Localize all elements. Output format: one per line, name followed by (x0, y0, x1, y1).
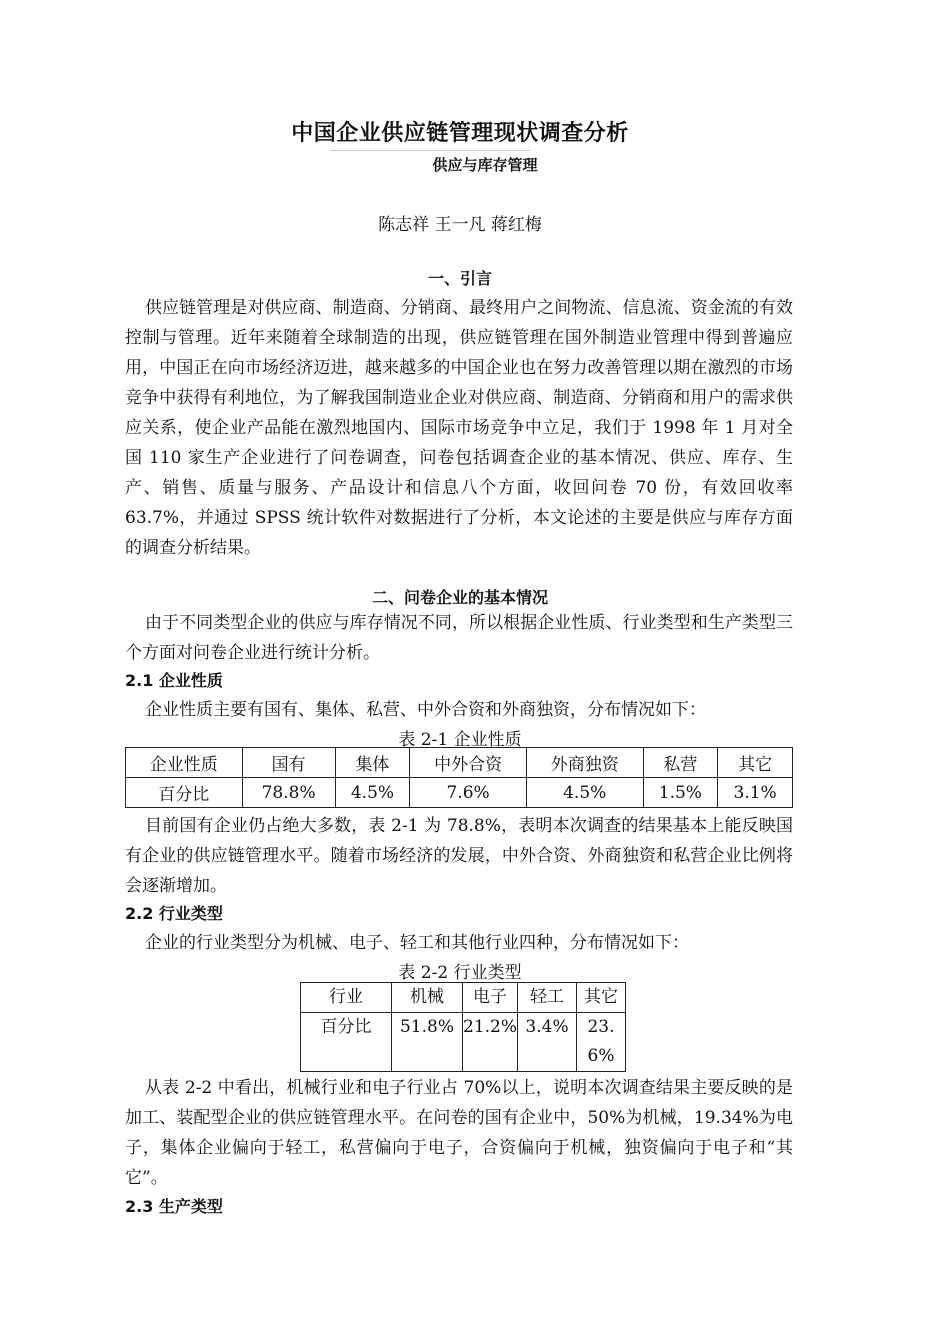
paragraph-intro: 供应链管理是对供应商、制造商、分销商、最终用户之间物流、信息流、资金流的有效控制与管理。近年来随着全球制造的出现，供应链管理在国外制造业管理中得到普遍应用，中国正在向市场经济迈进，越来越多的中国企业也在努力改善管理以期在激烈的市场竞争中获得有利地位，为了解我国制造业企业对供应商、制造商、分销商和用户的需求供应关系，使企业产品能在激烈地国内、国际市场竞争中立足，我们于 1998 年 1 月对全国 110 家生产企业进行了问卷调查，问卷包括调查企业的基本情况、供应、库存、生产、销售、质量与服务、产品设计和信息八个方面，收回问卷 70 份，有效回收率 63.7%，并通过 SPSS 统计软件对数据进行了分析，本文论述的主要是供应与库存方面的调查分析结果。 (125, 298, 793, 558)
table-cell: 机械 (392, 983, 463, 1013)
table-cell: 百分比 (126, 778, 243, 808)
table-cell: 企业性质 (126, 748, 243, 778)
table-cell: 23.6% (577, 1013, 626, 1072)
paragraph-2-2: 企业的行业类型分为机械、电子、轻工和其他行业四种，分布情况如下： (145, 933, 689, 953)
table-cell: 3.4% (518, 1013, 577, 1072)
table-header-row (301, 983, 626, 1013)
table-row (126, 778, 793, 808)
table-industry-type (300, 982, 626, 1072)
table-cell: 电子 (463, 983, 518, 1013)
table-cell: 中外合资 (410, 748, 527, 778)
table-row (301, 1013, 626, 1072)
title-divider (330, 150, 530, 151)
table-cell: 3.1% (718, 778, 793, 808)
section-heading-basic: 二、问卷企业的基本情况 (371, 588, 548, 607)
table-cell: 其它 (577, 983, 626, 1013)
section-heading-intro: 一、引言 (427, 269, 492, 288)
table-cell: 78.8% (242, 778, 335, 808)
paragraph-basic: 由于不同类型企业的供应与库存情况不同，所以根据企业性质、行业类型和生产类型三个方面对问卷企业进行统计分析。 (125, 613, 793, 663)
authors: 陈志祥 王一凡 蒋红梅 (378, 215, 542, 235)
table-cell: 国有 (242, 748, 335, 778)
paragraph-2-1-analysis: 目前国有企业仍占绝大多数，表 2-1 为 78.8%，表明本次调查的结果基本上能反映国有企业的供应链管理水平。随着市场经济的发展，中外合资、外商独资和私营企业比例将会逐渐增加。 (125, 816, 793, 896)
table-cell: 1.5% (643, 778, 718, 808)
table-cell: 4.5% (526, 778, 643, 808)
table-cell: 百分比 (301, 1013, 392, 1072)
table-cell: 4.5% (335, 778, 410, 808)
subsection-heading-2-3: 2.3 生产类型 (125, 1197, 223, 1216)
table-enterprise-nature (125, 747, 793, 808)
table-caption-2-1: 表 2-1 企业性质 (398, 730, 522, 750)
subsection-heading-2-1: 2.1 企业性质 (125, 671, 223, 690)
table-cell: 其它 (718, 748, 793, 778)
document-subtitle: 供应与库存管理 (432, 156, 538, 174)
table-cell: 21.2% (463, 1013, 518, 1072)
table-cell: 私营 (643, 748, 718, 778)
subsection-heading-2-2: 2.2 行业类型 (125, 904, 223, 923)
table-header-row (126, 748, 793, 778)
table-cell: 集体 (335, 748, 410, 778)
paragraph-2-1: 企业性质主要有国有、集体、私营、中外合资和外商独资，分布情况如下： (145, 700, 706, 720)
table-caption-2-2: 表 2-2 行业类型 (398, 963, 522, 983)
table-cell: 外商独资 (526, 748, 643, 778)
table-cell: 7.6% (410, 778, 527, 808)
document-title: 中国企业供应链管理现状调查分析 (291, 121, 629, 146)
table-cell: 行业 (301, 983, 392, 1013)
table-cell: 51.8% (392, 1013, 463, 1072)
paragraph-2-2-analysis: 从表 2-2 中看出，机械行业和电子行业占 70%以上，说明本次调查结果主要反映的是加工、装配型企业的供应链管理水平。在问卷的国有企业中，50%为机械，19.34%为电子，集体企业偏向于轻工，私营偏向于电子，合资偏向于机械，独资偏向于电子和“其它”。 (125, 1078, 793, 1188)
table-cell: 轻工 (518, 983, 577, 1013)
